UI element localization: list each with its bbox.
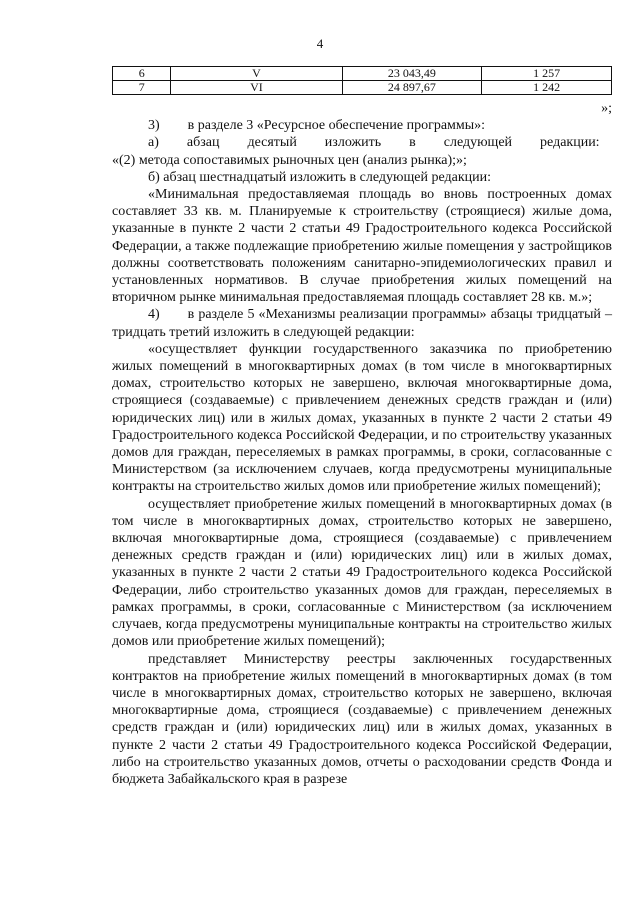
table-cell: 6 — [113, 67, 171, 81]
table-cell: 7 — [113, 81, 171, 95]
document-body — [112, 101, 612, 788]
closing-quote: »; — [601, 101, 612, 116]
data-table — [112, 66, 612, 95]
list-item-b: б) абзац шестнадцатый изложить в следующей редакции: — [148, 169, 491, 185]
table-cell: VI — [171, 81, 342, 95]
table-row — [113, 81, 612, 95]
list-item-4: 4) в разделе 5 «Механизмы реализации программы» абзацы тридцатый – тридцать третий изложить в следующей редакции: — [112, 307, 612, 340]
list-item-a: а) абзац десятый изложить в следующей редакции: «(2) метода сопоставимых рыночных цен (анализ рынка);»; — [112, 135, 600, 168]
page-number: 4 — [316, 36, 324, 51]
table-row — [113, 67, 612, 81]
list-item-3: 3) в разделе 3 «Ресурсное обеспечение программы»: — [148, 118, 486, 134]
paragraph: осуществляет приобретение жилых помещений в многоквартирных домах (в том числе в многоквартирных домах, строительство которых не завершено, включая многоквартирные дома, строящиеся (создаваемые) с привлечением денежных средств граждан и (или) юридических лиц) или в жилых домах, указанных в пункте 2 части 2 статьи 49 Градостроительного кодекса Российской Федерации, либо строительство указанных домов для граждан, переселяемых в рамках программы, в сроки, согласованные с Министерством (за исключением случаев, когда предусмотрены муниципальные контракты на строительство жилых домов или приобретение жилых помещений); — [112, 496, 612, 650]
table-cell: 24 897,67 — [342, 81, 482, 95]
paragraph: представляет Министерству реестры заключенных государственных контрактов на приобретение жилых помещений в многоквартирных домах (в том числе в многоквартирных домах, строительство которых не завершено, включая многоквартирные дома, строящиеся (создаваемые) с привлечением денежных средств граждан и (или) юридических лиц) или в жилых домах, указанных в пункте 2 части 2 статьи 49 Градостроительного кодекса Российской Федерации, либо на строительство указанных домов, отчеты о расходовании средств Фонда и бюджета Забайкальского края в разрезе — [112, 651, 612, 787]
table-cell: V — [171, 67, 342, 81]
table-cell: 23 043,49 — [342, 67, 482, 81]
table-cell: 1 242 — [482, 81, 612, 95]
quoted-paragraph: «осуществляет функции государственного заказчика по приобретению жилых помещений в многоквартирных домах (в том числе в многоквартирных домах, строительство которых не завершено, включая многоквартирные дома, строящиеся (создаваемые) с привлечением денежных средств граждан и (или) юридических лиц) или в жилых домах, указанных в пункте 2 части 2 статьи 49 Градостроительного кодекса Российской Федерации, и по строительству указанных домов для граждан, переселяемых в рамках программы, в сроки, согласованные с Министерством (за исключением случаев, когда предусмотрены муниципальные контракты на строительство жилых домов или приобретение жилых помещений); — [112, 341, 612, 495]
quoted-paragraph: «Минимальная предоставляемая площадь во вновь построенных домах составляет 33 кв. м. Планируемые к строительству (строящиеся) жилые дома, указанные в пункте 2 части 2 статьи 49 Градостроительного кодекса Российской Федерации, а также подлежащие приобретению жилые помещения у застройщиков должны соответствовать положениям санитарно-эпидемиологических правил и установленных нормативов. В случае приобретения жилых помещений на вторичном рынке минимальная предоставляемая площадь составляет 28 кв. м.»; — [112, 187, 612, 306]
table-cell: 1 257 — [482, 67, 612, 81]
